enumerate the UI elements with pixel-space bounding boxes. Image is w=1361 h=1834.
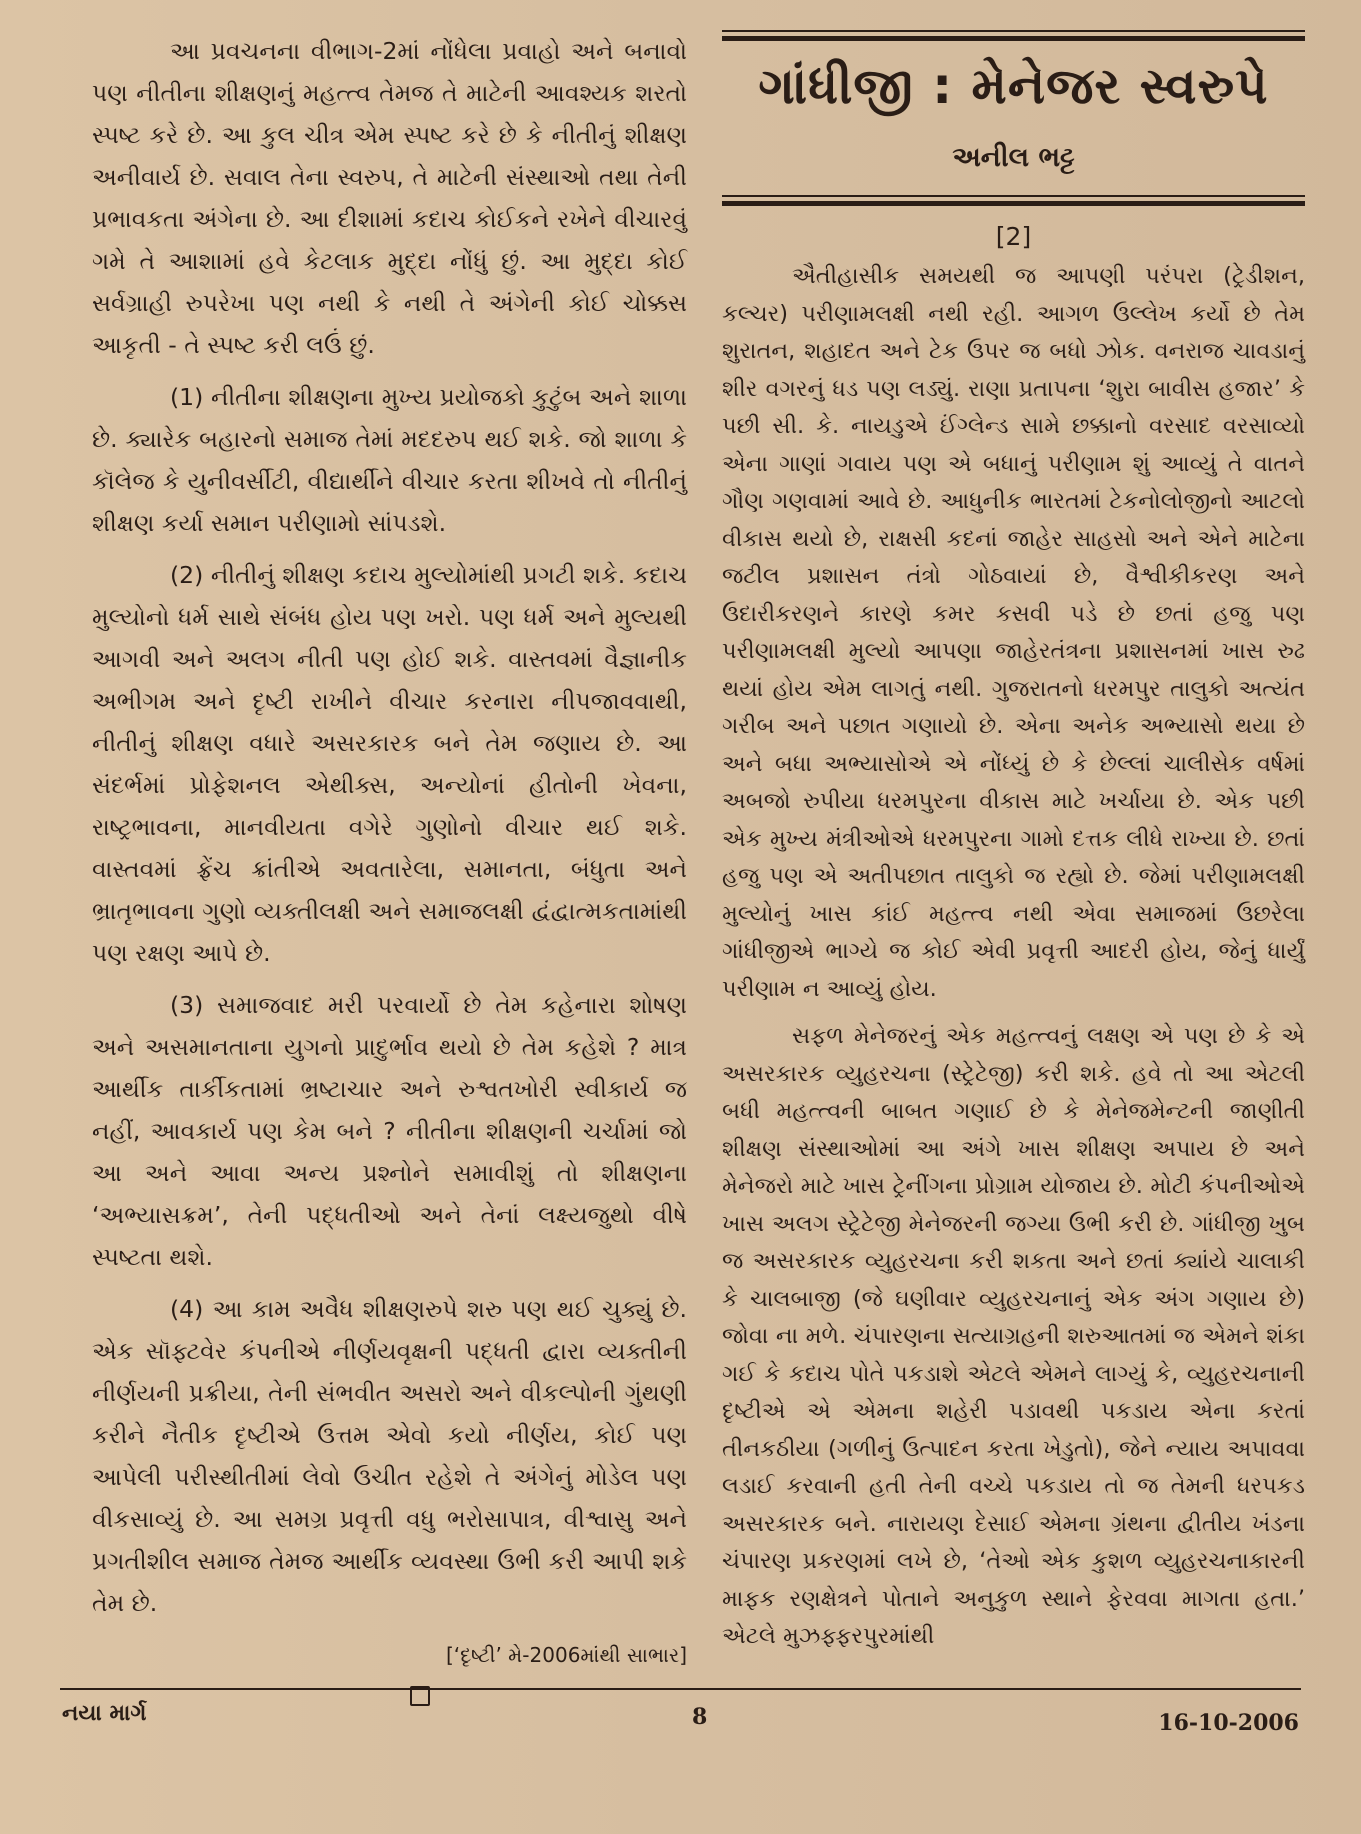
left-column	[92, 30, 687, 1706]
page-footer	[62, 1692, 1299, 1752]
article-paragraph-1: ઐતીહાસીક સમયથી જ આપણી પરંપરા (ટ્રેડીશન, કલ્ચર) પરીણામલક્ષી નથી રહી. આગળ ઉલ્લેખ કર્યો છે તેમ શુરાતન, શહાદત અને ટેક ઉપર જ બધો ઝોક. વનરાજ ચાવડાનું શીર વગરનું ધડ પણ લડ્યું. રાણા પ્રતાપના ‘શુરા બાવીસ હજાર’ કે પછી સી. કે. નાયડુએ ઈંગ્લેન્ડ સામે છક્કાનો વરસાદ વરસાવ્યો એના ગાણાં ગવાય પણ એ બધાનું પરીણામ શું આવ્યું તે વાતને ગૌણ ગણવામાં આવે છે. આધુનીક ભારતમાં ટેકનોલોજીનો આટલો વીકાસ થયો છે, રાક્ષસી કદનાં જાહેર સાહસો અને એને માટેના જટીલ પ્રશાસન તંત્રો ગોઠવાયાં છે, વૈશ્વીકીકરણ અને ઉદારીકરણને કારણે કમર કસવી પડે છે છતાં હજુ પણ પરીણામલક્ષી મુલ્યો આપણા જાહેરતંત્રના પ્રશાસનમાં ખાસ રુઢ થયાં હોય એમ લાગતું નથી. ગુજરાતનો ધરમપુર તાલુકો અત્યંત ગરીબ અને પછાત ગણાયો છે. એના અનેક અભ્યાસો થયા છે અને બધા અભ્યાસોએ એ નોંધ્યું છે કે છેલ્લાં ચાલીસેક વર્ષમાં અબજો રુપીયા ધરમપુરના વીકાસ માટે ખર્ચાયા છે. એક પછી એક મુખ્ય મંત્રીઓએ ધરમપુરના ગામો દત્તક લીધે રાખ્યા છે. છતાં હજુ પણ એ અતીપછાત તાલુકો જ રહ્યો છે. જેમાં પરીણામલક્ષી મુલ્યોનું ખાસ કાંઈ મહત્ત્વ નથી એવા સમાજમાં ઉછરેલા ગાંધીજીએ ભાગ્યે જ કોઈ એવી પ્રવૃત્તી આદરી હોય, જેનું ધાર્યું પરીણામ ન આવ્યું હોય.	[722, 263, 1305, 1002]
publication-name: નયા માર્ગ	[62, 1700, 147, 1726]
left-paragraph-point-4: (4) આ કામ અવૈધ શીક્ષણરુપે શરુ પણ થઈ ચુક્યું છે. એક સૉફ્ટવેર કંપનીએ નીર્ણયવૃક્ષની પદ્ધતી દ્વારા વ્યક્તીની નીર્ણયની પ્રક્રીયા, તેની સંભવીત અસરો અને વીકલ્પોની ગુંથણી કરીને નૈતીક દૃષ્ટીએ ઉત્તમ એવો કયો નીર્ણય, કોઈ પણ આપેલી પરીસ્થીતીમાં લેવો ઉચીત રહેશે તે અંગેનું મોડેલ પણ વીકસાવ્યું છે. આ સમગ્ર પ્રવૃત્તી વધુ ભરોસાપાત્ર, વીશ્વાસુ અને પ્રગતીશીલ સમાજ તેમજ આર્થીક વ્યવસ્થા ઉભી કરી આપી શકે તેમ છે.	[92, 1295, 687, 1617]
article-paragraph-2: સફળ મેનેજરનું એક મહત્ત્વનું લક્ષણ એ પણ છે કે એ અસરકારક વ્યુહરચના (સ્ટ્રેટેજી) કરી શકે. હવે તો આ એટલી બધી મહત્ત્વની બાબત ગણાઈ છે કે મેનેજમેન્ટની જાણીતી શીક્ષણ સંસ્થાઓમાં આ અંગે ખાસ શીક્ષણ અપાય છે અને મેનેજરો માટે ખાસ ટ્રેનીંગના પ્રોગ્રામ યોજાય છે. મોટી કંપનીઓએ ખાસ અલગ સ્ટ્રેટેજી મેનેજરની જગ્યા ઉભી કરી છે. ગાંધીજી ખુબ જ અસરકારક વ્યુહરચના કરી શકતા અને છતાં ક્યાંયે ચાલાકી કે ચાલબાજી (જે ઘણીવાર વ્યુહરચનાનું એક અંગ ગણાય છે) જોવા ના મળે. ચંપારણના સત્યાગ્રહની શરુઆતમાં જ એમને શંકા ગઈ કે કદાચ પોતે પકડાશે એટલે એમને લાગ્યું કે, વ્યુહરચનાની દૃષ્ટીએ એ એમના શહેરી પડાવથી પકડાય એના કરતાં તીનકઠીયા (ગળીનું ઉત્પાદન કરતા ખેડુતો), જેને ન્યાય અપાવવા લડાઈ કરવાની હતી તેની વચ્ચે પકડાય તો જ તેમની ધરપકડ અસરકારક બને. નારાયણ દેસાઈ એમના ગ્રંથના દ્વીતીય ખંડના ચંપારણ પ્રકરણમાં લખે છે, ‘તેઓ એક કુશળ વ્યુહરચનાકારની માફક રણક્ષેત્રને પોતાને અનુકુળ સ્થાને ફેરવવા માગતા હતા.’ એટલે મુઝફ્ફરપુરમાંથી	[722, 1023, 1305, 1649]
article-column	[722, 30, 1305, 1666]
article-author: અનીલ ભટ્ટ	[952, 142, 1075, 173]
page-number: 8	[692, 1704, 708, 1730]
footer-rule	[60, 1688, 1301, 1690]
left-paragraph-point-1: (1) નીતીના શીક્ષણના મુખ્ય પ્રયોજકો કુટુંબ અને શાળા છે. ક્યારેક બહારનો સમાજ તેમાં મદદરુપ થઈ શકે. જો શાળા કે કૉલેજ કે યુનીવર્સીટી, વીદ્યાર્થીને વીચાર કરતા શીખવે તો નીતીનું શીક્ષણ કર્યા સમાન પરીણામો સાંપડશે.	[92, 383, 687, 537]
left-paragraph-intro: આ પ્રવચનના વીભાગ-2માં નોંધેલા પ્રવાહો અને બનાવો પણ નીતીના શીક્ષણનું મહત્ત્વ તેમજ તે માટેની આવશ્યક શરતો સ્પષ્ટ કરે છે. આ કુલ ચીત્ર એમ સ્પષ્ટ કરે છે કે નીતીનું શીક્ષણ અનીવાર્ય છે. સવાલ તેના સ્વરુપ, તે માટેની સંસ્થાઓ તથા તેની પ્રભાવકતા અંગેના છે. આ દીશામાં કદાચ કોઈકને રખેને વીચારવું ગમે તે આશામાં હવે કેટલાક મુદ્દા નોંધું છું. આ મુદ્દા કોઈ સર્વગ્રાહી રુપરેખા પણ નથી કે નથી તે અંગેની કોઈ ચોક્કસ આકૃતી - તે સ્પષ્ટ કરી લઉં છું.	[92, 37, 687, 359]
author-bottom-rule-thick	[722, 201, 1305, 206]
left-paragraph-point-2: (2) નીતીનું શીક્ષણ કદાચ મુલ્યોમાંથી પ્રગટી શકે. કદાચ મુલ્યોનો ધર્મ સાથે સંબંધ હોય પણ ખરો. પણ ધર્મ અને મુલ્યથી આગવી અને અલગ નીતી પણ હોઈ શકે. વાસ્તવમાં વૈજ્ઞાનીક અભીગમ અને દૃષ્ટી રાખીને વીચાર કરનારા નીપજાવવાથી, નીતીનું શીક્ષણ વધારે અસરકારક બને તેમ જણાય છે. આ સંદર્ભમાં પ્રોફેશનલ એથીક્સ, અન્યોનાં હીતોની ખેવના, રાષ્ટ્રભાવના, માનવીયતા વગેરે ગુણોનો વીચાર થઈ શકે. વાસ્તવમાં ફ્રેંચ ક્રાંતીએ અવતારેલા, સમાનતા, બંધુતા અને ભ્રાતૃભાવના ગુણો વ્યક્તીલક્ષી અને સમાજલક્ષી દ્વંદ્વાત્મકતામાંથી પણ રક્ષણ આપે છે.	[92, 561, 687, 967]
source-credit: [‘દૃષ્ટી’ મે-2006માંથી સાભાર]	[445, 1643, 687, 1667]
article-title: ગાંધીજી : મેનેજર સ્વરુપે	[758, 57, 1269, 115]
author-bottom-rule	[722, 195, 1305, 197]
left-paragraph-point-3: (3) સમાજવાદ મરી પરવાર્યો છે તેમ કહેનારા શોષણ અને અસમાનતાના યુગનો પ્રાદુર્ભાવ થયો છે તેમ કહેશે ? માત્ર આર્થીક તાર્કીકતામાં ભ્રષ્ટાચાર અને રુશ્વતખોરી સ્વીકાર્ય જ નહીં, આવકાર્ય પણ કેમ બને ? નીતીના શીક્ષણની ચર્ચામાં જો આ અને આવા અન્ય પ્રશ્નોને સમાવીશું તો શીક્ષણના ‘અભ્યાસક્રમ’, તેની પદ્ધતીઓ અને તેનાં લક્ષ્યજુથો વીષે સ્પષ્ટતા થશે.	[92, 991, 687, 1271]
article-part-number: [2]	[995, 222, 1032, 251]
title-top-rule	[722, 30, 1305, 32]
title-top-rule-thick	[722, 36, 1305, 41]
issue-date: 16-10-2006	[1158, 1710, 1299, 1736]
